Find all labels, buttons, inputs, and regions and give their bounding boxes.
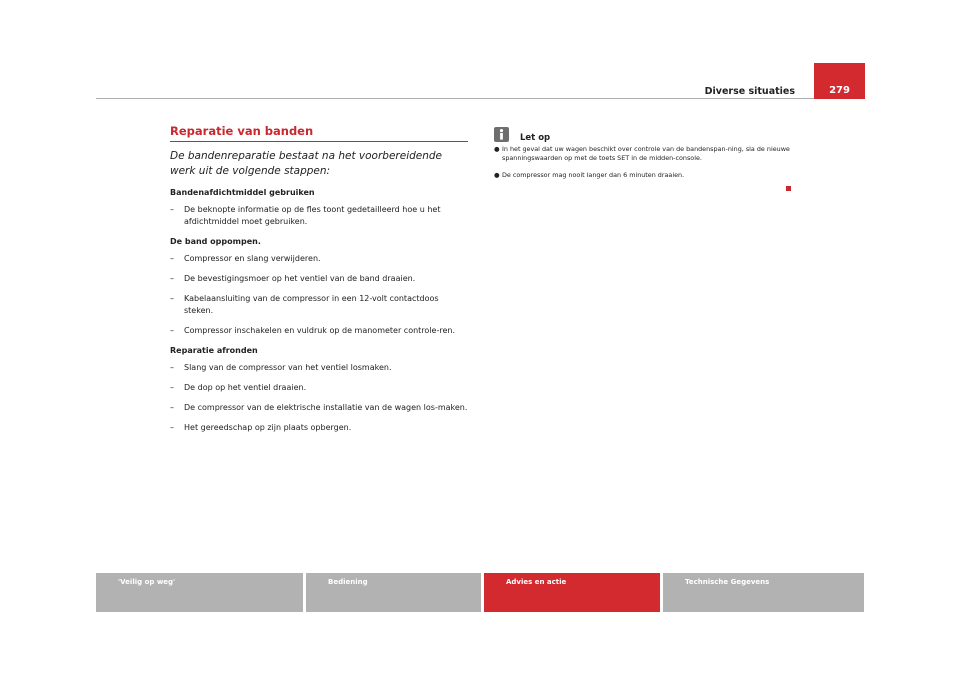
main-column	[170, 124, 468, 442]
note-item	[494, 171, 794, 180]
tab-label: Bediening	[328, 578, 368, 586]
step-item	[170, 273, 468, 285]
step-item	[170, 402, 468, 414]
note-text: De compressor mag nooit langer dan 6 minuten draaien.	[502, 170, 685, 179]
tab-bediening[interactable]	[306, 573, 481, 612]
note-box	[494, 127, 794, 187]
tab-label: Technische Gegevens	[685, 578, 770, 586]
bullet-marker: ●	[494, 170, 500, 179]
section-title: Reparatie van banden	[170, 124, 468, 142]
subheading: Reparatie afronden	[170, 346, 258, 355]
info-icon	[494, 127, 509, 142]
intro-text: De bandenreparatie bestaat na het voorbereidende werk uit de volgende stappen:	[170, 150, 443, 177]
section-sealant	[170, 187, 468, 228]
running-title: Diverse situaties	[704, 86, 795, 97]
step-text: Slang van de compressor van het ventiel losmaken.	[184, 363, 392, 372]
step-text: De bevestigingsmoer op het ventiel van de band draaien.	[184, 274, 416, 283]
note-title: Let op	[520, 133, 551, 143]
tab-advies-en-actie[interactable]	[484, 573, 660, 612]
step-item	[170, 293, 468, 317]
header-rule	[96, 98, 864, 99]
step-text: De beknopte informatie op de fles toont gedetailleerd hoe u het afdichtmiddel moet gebruiken.	[184, 205, 441, 226]
dash-marker: –	[170, 423, 174, 432]
dash-marker: –	[170, 326, 174, 335]
dash-marker: –	[170, 294, 174, 303]
subheading: De band oppompen.	[170, 237, 261, 246]
note-item	[494, 145, 794, 164]
section-end-marker	[786, 186, 791, 191]
tab-veilig-op-weg[interactable]	[96, 573, 303, 612]
note-header	[494, 127, 794, 145]
note-text: In het geval dat uw wagen beschikt over controle van de bandenspan-ning, sla de nieuwe spanningswaarden op met de toets SET in de midden-console.	[502, 145, 790, 163]
step-text: Compressor inschakelen en vuldruk op de manometer controle-ren.	[184, 326, 455, 335]
step-text: Kabelaansluiting van de compressor in een 12-volt contactdoos steken.	[184, 294, 439, 315]
step-text: Het gereedschap op zijn plaats opbergen.	[184, 423, 352, 432]
step-text: De compressor van de elektrische installatie van de wagen los-maken.	[184, 403, 468, 412]
dash-marker: –	[170, 403, 174, 412]
tab-label: Advies en actie	[506, 578, 567, 586]
step-item	[170, 204, 468, 228]
dash-marker: –	[170, 383, 174, 392]
bullet-marker: ●	[494, 145, 500, 153]
step-item	[170, 422, 468, 434]
footer-tabs	[96, 573, 864, 612]
step-item	[170, 253, 468, 265]
section-finish	[170, 345, 468, 434]
tab-label: 'Veilig op weg'	[118, 578, 176, 586]
dash-marker: –	[170, 274, 174, 283]
step-item	[170, 325, 468, 337]
subheading: Bandenafdichtmiddel gebruiken	[170, 188, 315, 197]
step-text: Compressor en slang verwijderen.	[184, 254, 321, 263]
page-number: 279	[829, 85, 850, 96]
step-item	[170, 382, 468, 394]
dash-marker: –	[170, 254, 174, 263]
section-inflate	[170, 236, 468, 337]
dash-marker: –	[170, 363, 174, 372]
page-number-box	[814, 63, 865, 99]
step-text: De dop op het ventiel draaien.	[184, 383, 307, 392]
step-item	[170, 362, 468, 374]
tab-technische-gegevens[interactable]	[663, 573, 864, 612]
dash-marker: –	[170, 205, 174, 214]
